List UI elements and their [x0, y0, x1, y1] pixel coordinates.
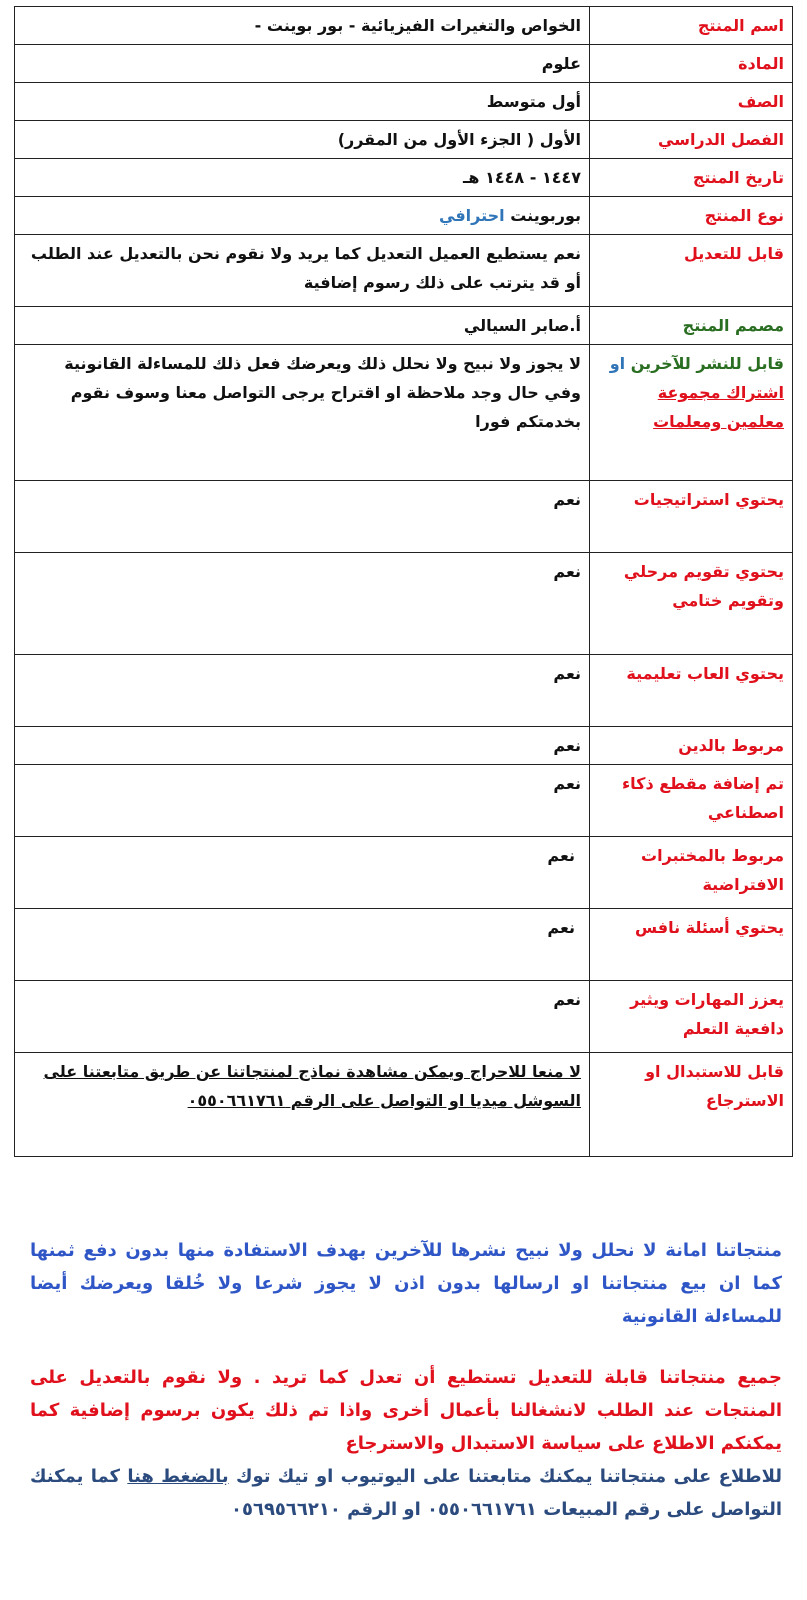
- value-religion: نعم: [15, 727, 590, 765]
- row-grade: [15, 83, 793, 121]
- row-product-name: [15, 7, 793, 45]
- row-semester: [15, 121, 793, 159]
- label-publishable-part1: قابل للنشر للآخرين: [625, 354, 784, 373]
- label-return: قابل للاستبدال او الاسترجاع: [590, 1053, 793, 1157]
- label-subject: المادة: [590, 45, 793, 83]
- row-designer: [15, 307, 793, 345]
- row-ai-clip: [15, 765, 793, 837]
- footer-copyright-notice: منتجاتنا امانة لا نحلل ولا نبيح نشرها للآخرين بهدف الاستفادة منها بدون دفع ثمنها كما ان بيع منتجاتنا او ارسالها بدون اذن لا يجوز شرعا ولا خُلقا ويعرضك أيضا للمساءلة القانونية: [30, 1240, 782, 1327]
- value-skills: نعم: [15, 981, 590, 1053]
- label-publishable-or: او: [609, 354, 626, 373]
- label-virtual-labs: مربوط بالمختبرات الافتراضية: [590, 837, 793, 909]
- row-religion: [15, 727, 793, 765]
- row-return: [15, 1053, 793, 1157]
- label-grade: الصف: [590, 83, 793, 121]
- label-publishable-part2: اشتراك مجموعة معلمين ومعلمات: [653, 383, 784, 431]
- value-product-type-highlight: احترافي: [439, 206, 505, 225]
- value-ai-clip: نعم: [15, 765, 590, 837]
- label-nafes: يحتوي أسئلة نافس: [590, 909, 793, 981]
- value-product-name: الخواص والتغيرات الفيزيائية - بور بوينت -: [15, 7, 590, 45]
- row-games: [15, 655, 793, 727]
- row-assessment: [15, 553, 793, 655]
- value-grade: أول متوسط: [15, 83, 590, 121]
- value-virtual-labs: نعم: [15, 837, 590, 909]
- label-publishable: [590, 345, 793, 481]
- footer-contact-text-2: كما يمكنك التواصل على رقم المبيعات ٠٥٥٠٦٦١٧٦١ او الرقم ٠٥٦٩٥٦٦٢١٠: [30, 1466, 782, 1520]
- footer-contact-text-1: للاطلاع على منتجاتنا يمكنك متابعتنا على اليوتيوب او تيك توك: [228, 1466, 782, 1487]
- row-editable: [15, 235, 793, 307]
- value-subject: علوم: [15, 45, 590, 83]
- row-product-type: [15, 197, 793, 235]
- value-nafes: نعم: [15, 909, 590, 981]
- value-semester: الأول ( الجزء الأول من المقرر): [15, 121, 590, 159]
- label-designer: مصمم المنتج: [590, 307, 793, 345]
- label-product-name: اسم المنتج: [590, 7, 793, 45]
- value-editable: نعم يستطيع العميل التعديل كما يريد ولا نقوم نحن بالتعديل عند الطلب أو قد يترتب على ذلك رسوم إضافية: [15, 235, 590, 307]
- label-skills: يعزز المهارات ويثير دافعية التعلم: [590, 981, 793, 1053]
- product-info-table: [14, 6, 793, 1157]
- row-virtual-labs: [15, 837, 793, 909]
- row-publishable: [15, 345, 793, 481]
- value-strategies: نعم: [15, 481, 590, 553]
- label-assessment: يحتوي تقويم مرحلي وتقويم ختامي: [590, 553, 793, 655]
- value-games: نعم: [15, 655, 590, 727]
- row-skills: [15, 981, 793, 1053]
- label-product-type: نوع المنتج: [590, 197, 793, 235]
- value-designer: أ.صابر السيالي: [15, 307, 590, 345]
- value-product-type-main: بوربوينت: [504, 206, 581, 225]
- label-semester: الفصل الدراسي: [590, 121, 793, 159]
- value-product-type: [15, 197, 590, 235]
- label-religion: مربوط بالدين: [590, 727, 793, 765]
- value-product-date: ١٤٤٧ - ١٤٤٨ هـ: [15, 159, 590, 197]
- value-assessment: نعم: [15, 553, 590, 655]
- footer-edit-policy: جميع منتجاتنا قابلة للتعديل تستطيع أن تعدل كما تريد . ولا نقوم بالتعديل على المنتجات عند الطلب لانشغالنا بأعمال أخرى واذا تم ذلك يكون برسوم إضافية كما يمكنكم الاطلاع على سياسة الاستبدال والاسترجاع: [30, 1367, 782, 1454]
- row-strategies: [15, 481, 793, 553]
- label-games: يحتوي العاب تعليمية: [590, 655, 793, 727]
- row-subject: [15, 45, 793, 83]
- footer-contact: [30, 1460, 782, 1526]
- click-here-link[interactable]: بالضغط هنا: [127, 1466, 229, 1487]
- value-return: لا منعا للاحراج ويمكن مشاهدة نماذج لمنتجاتنا عن طريق متابعتنا على السوشل ميديا او التواصل على الرقم ٠٥٥٠٦٦١٧٦١: [15, 1053, 590, 1157]
- label-strategies: يحتوي استراتيجيات: [590, 481, 793, 553]
- label-product-date: تاريخ المنتج: [590, 159, 793, 197]
- label-ai-clip: تم إضافة مقطع ذكاء اصطناعي: [590, 765, 793, 837]
- row-nafes: [15, 909, 793, 981]
- row-product-date: [15, 159, 793, 197]
- value-publishable: لا يجوز ولا نبيح ولا نحلل ذلك ويعرضك فعل ذلك للمساءلة القانونية وفي حال وجد ملاحظة او اقتراح يرجى التواصل معنا وسوف نقوم بخدمتكم فورا: [15, 345, 590, 481]
- label-editable: قابل للتعديل: [590, 235, 793, 307]
